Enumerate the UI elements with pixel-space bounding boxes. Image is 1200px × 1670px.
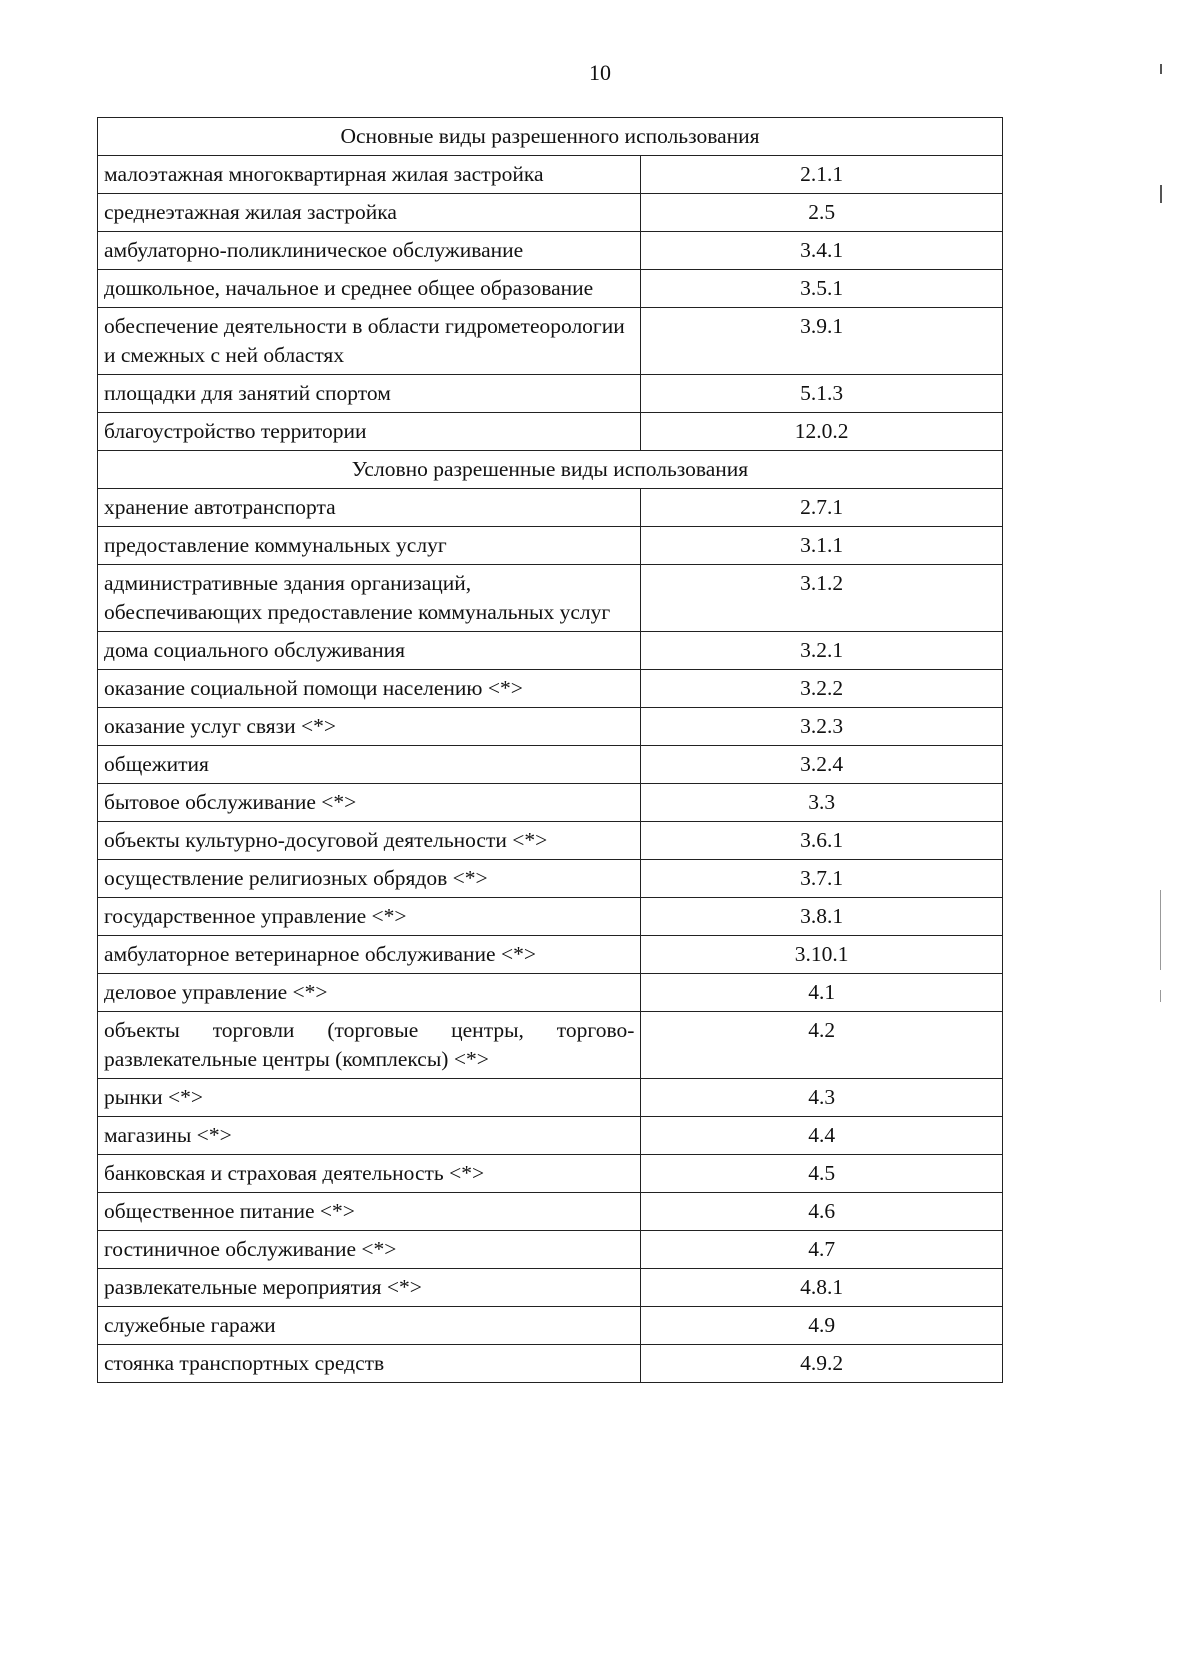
land-use-code: 12.0.2 (641, 413, 1003, 451)
table-body (98, 118, 1003, 1383)
land-use-name: амбулаторно-поликлиническое обслуживание (98, 232, 641, 270)
land-use-code: 3.1.1 (641, 527, 1003, 565)
land-use-name: служебные гаражи (98, 1307, 641, 1345)
land-use-code: 3.6.1 (641, 822, 1003, 860)
table-row (98, 1231, 1003, 1269)
land-use-table (97, 117, 1003, 1383)
land-use-name: развлекательные мероприятия <*> (98, 1269, 641, 1307)
table-row (98, 746, 1003, 784)
table-row (98, 1345, 1003, 1383)
land-use-name: стоянка транспортных средств (98, 1345, 641, 1383)
table-row (98, 936, 1003, 974)
section-title: Условно разрешенные виды использования (98, 451, 1003, 489)
scan-artifact (1160, 185, 1162, 203)
land-use-name: бытовое обслуживание <*> (98, 784, 641, 822)
land-use-name: дома социального обслуживания (98, 632, 641, 670)
section-header-row (98, 118, 1003, 156)
land-use-code: 4.4 (641, 1117, 1003, 1155)
table-row (98, 1269, 1003, 1307)
land-use-code: 3.5.1 (641, 270, 1003, 308)
land-use-name: среднеэтажная жилая застройка (98, 194, 641, 232)
table-row (98, 413, 1003, 451)
table-row (98, 375, 1003, 413)
land-use-code: 3.2.4 (641, 746, 1003, 784)
land-use-code: 4.9.2 (641, 1345, 1003, 1383)
table-row (98, 708, 1003, 746)
land-use-code: 4.8.1 (641, 1269, 1003, 1307)
table-row (98, 1012, 1003, 1079)
land-use-name: объекты культурно-досуговой деятельности <*> (98, 822, 641, 860)
table-row (98, 232, 1003, 270)
table-row (98, 194, 1003, 232)
table-row (98, 632, 1003, 670)
land-use-name: осуществление религиозных обрядов <*> (98, 860, 641, 898)
table-row (98, 308, 1003, 375)
land-use-code: 3.2.1 (641, 632, 1003, 670)
land-use-code: 3.4.1 (641, 232, 1003, 270)
table-row (98, 489, 1003, 527)
land-use-name: государственное управление <*> (98, 898, 641, 936)
land-use-name: гостиничное обслуживание <*> (98, 1231, 641, 1269)
land-use-name: банковская и страховая деятельность <*> (98, 1155, 641, 1193)
land-use-name: благоустройство территории (98, 413, 641, 451)
land-use-code: 2.1.1 (641, 156, 1003, 194)
land-use-code: 3.3 (641, 784, 1003, 822)
table-row (98, 156, 1003, 194)
land-use-code: 3.2.3 (641, 708, 1003, 746)
scan-artifact (1160, 990, 1161, 1002)
land-use-code: 4.1 (641, 974, 1003, 1012)
table-row (98, 974, 1003, 1012)
table-row (98, 1155, 1003, 1193)
land-use-code: 3.7.1 (641, 860, 1003, 898)
land-use-name: площадки для занятий спортом (98, 375, 641, 413)
land-use-name: обеспечение деятельности в области гидрометеорологии и смежных с ней областях (98, 308, 641, 375)
table-row (98, 270, 1003, 308)
land-use-name: оказание социальной помощи населению <*> (98, 670, 641, 708)
land-use-code: 5.1.3 (641, 375, 1003, 413)
table-row (98, 1117, 1003, 1155)
table-row (98, 860, 1003, 898)
table-row (98, 527, 1003, 565)
land-use-name: дошкольное, начальное и среднее общее образование (98, 270, 641, 308)
table-row (98, 1079, 1003, 1117)
land-use-name: амбулаторное ветеринарное обслуживание <*> (98, 936, 641, 974)
land-use-code: 3.10.1 (641, 936, 1003, 974)
table-row (98, 565, 1003, 632)
land-use-code: 3.8.1 (641, 898, 1003, 936)
land-use-code: 2.7.1 (641, 489, 1003, 527)
land-use-name: предоставление коммунальных услуг (98, 527, 641, 565)
land-use-code: 3.1.2 (641, 565, 1003, 632)
table-row (98, 822, 1003, 860)
land-use-name: объекты торговли (торговые центры, торгово-развлекательные центры (комплексы) <*> (98, 1012, 641, 1079)
scan-artifact (1160, 890, 1161, 970)
section-title: Основные виды разрешенного использования (98, 118, 1003, 156)
land-use-code: 4.2 (641, 1012, 1003, 1079)
land-use-code: 2.5 (641, 194, 1003, 232)
section-header-row (98, 451, 1003, 489)
table-row (98, 670, 1003, 708)
table-row (98, 784, 1003, 822)
land-use-code: 4.9 (641, 1307, 1003, 1345)
land-use-code: 3.9.1 (641, 308, 1003, 375)
page-number: 10 (589, 60, 611, 85)
land-use-name: административные здания организаций, обеспечивающих предоставление коммунальных услуг (98, 565, 641, 632)
land-use-code: 4.5 (641, 1155, 1003, 1193)
land-use-name: оказание услуг связи <*> (98, 708, 641, 746)
table-row (98, 1307, 1003, 1345)
land-use-code: 4.6 (641, 1193, 1003, 1231)
land-use-name: магазины <*> (98, 1117, 641, 1155)
scan-artifact (1160, 64, 1162, 74)
land-use-name: рынки <*> (98, 1079, 641, 1117)
land-use-code: 4.7 (641, 1231, 1003, 1269)
land-use-code: 4.3 (641, 1079, 1003, 1117)
land-use-name: деловое управление <*> (98, 974, 641, 1012)
land-use-code: 3.2.2 (641, 670, 1003, 708)
land-use-name: общежития (98, 746, 641, 784)
table-row (98, 898, 1003, 936)
land-use-name: общественное питание <*> (98, 1193, 641, 1231)
land-use-name: хранение автотранспорта (98, 489, 641, 527)
table-row (98, 1193, 1003, 1231)
land-use-name: малоэтажная многоквартирная жилая застройка (98, 156, 641, 194)
